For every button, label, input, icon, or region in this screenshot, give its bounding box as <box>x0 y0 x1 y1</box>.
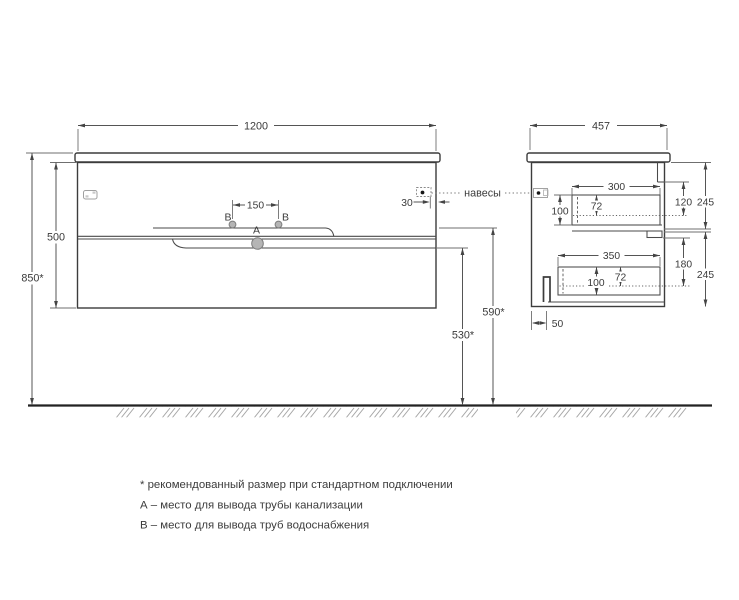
legend <box>140 479 453 532</box>
dim-lower-drawer-height-value: 100 <box>587 278 605 289</box>
dim-supply-height-value: 530* <box>451 329 475 342</box>
dim-cabinet-height-value: 500 <box>46 231 66 244</box>
hole-a-label: A <box>252 224 261 237</box>
hole-b-left-label: B <box>224 211 232 224</box>
dim-side-depth <box>530 120 667 151</box>
dim-front-width-value: 1200 <box>243 120 269 133</box>
dim-lower-section-height-value: 245 <box>696 270 715 281</box>
dim-upper-hanger-offset-value: 120 <box>674 197 693 209</box>
drain-hole <box>252 238 264 250</box>
hangers-label: навесы <box>464 187 501 200</box>
floor <box>28 406 712 418</box>
dim-supply-height <box>436 248 477 405</box>
legend-note-standard: * рекомендованный размер при стандартном подключении <box>140 479 453 491</box>
hole-b-right-label: B <box>281 211 290 224</box>
dim-upper-section-height-value: 245 <box>696 197 715 209</box>
floor-hatch-left <box>112 407 478 418</box>
dim-hanger-offset-value: 30 <box>401 197 413 209</box>
dim-front-width <box>78 120 436 152</box>
dim-drain-height <box>439 228 508 405</box>
dim-cabinet-height <box>44 163 76 309</box>
dim-mounting-height <box>18 153 73 405</box>
legend-note-b: В – место для вывода труб водоснабжения <box>140 519 370 532</box>
front-countertop <box>75 153 440 162</box>
dim-lower-drawer-inner-value: 72 <box>614 272 627 284</box>
dim-hole-spacing-value: 150 <box>246 200 265 212</box>
dim-siphon-offset <box>532 311 564 330</box>
hanger-bracket-right-icon <box>417 188 432 197</box>
hangers-callout <box>432 188 532 200</box>
dim-upper-section-height <box>664 163 718 230</box>
dim-upper-drawer-height-value: 100 <box>551 206 569 218</box>
dim-upper-hanger-offset <box>665 182 696 216</box>
dim-upper-drawer-inner-value: 72 <box>590 201 603 213</box>
dim-lower-drawer-offset <box>663 238 695 286</box>
dim-upper-drawer-depth-value: 300 <box>607 182 626 193</box>
water-supply-hole-right <box>275 221 282 228</box>
legend-note-a: А – место для вывода трубы канализации <box>140 499 363 512</box>
front-view <box>75 153 440 308</box>
side-countertop <box>527 153 670 162</box>
dim-side-depth-value: 457 <box>591 120 611 133</box>
hanger-bracket-side-icon <box>534 189 549 198</box>
dim-drain-height-value: 590* <box>482 306 505 319</box>
dim-lower-drawer-offset-value: 180 <box>674 259 693 271</box>
side-view <box>527 153 693 307</box>
dim-lower-drawer-depth-value: 350 <box>602 251 621 262</box>
dim-mounting-height-value: 850* <box>21 272 44 285</box>
dim-siphon-offset-value: 50 <box>551 319 564 330</box>
floor-hatch-right <box>516 407 688 418</box>
